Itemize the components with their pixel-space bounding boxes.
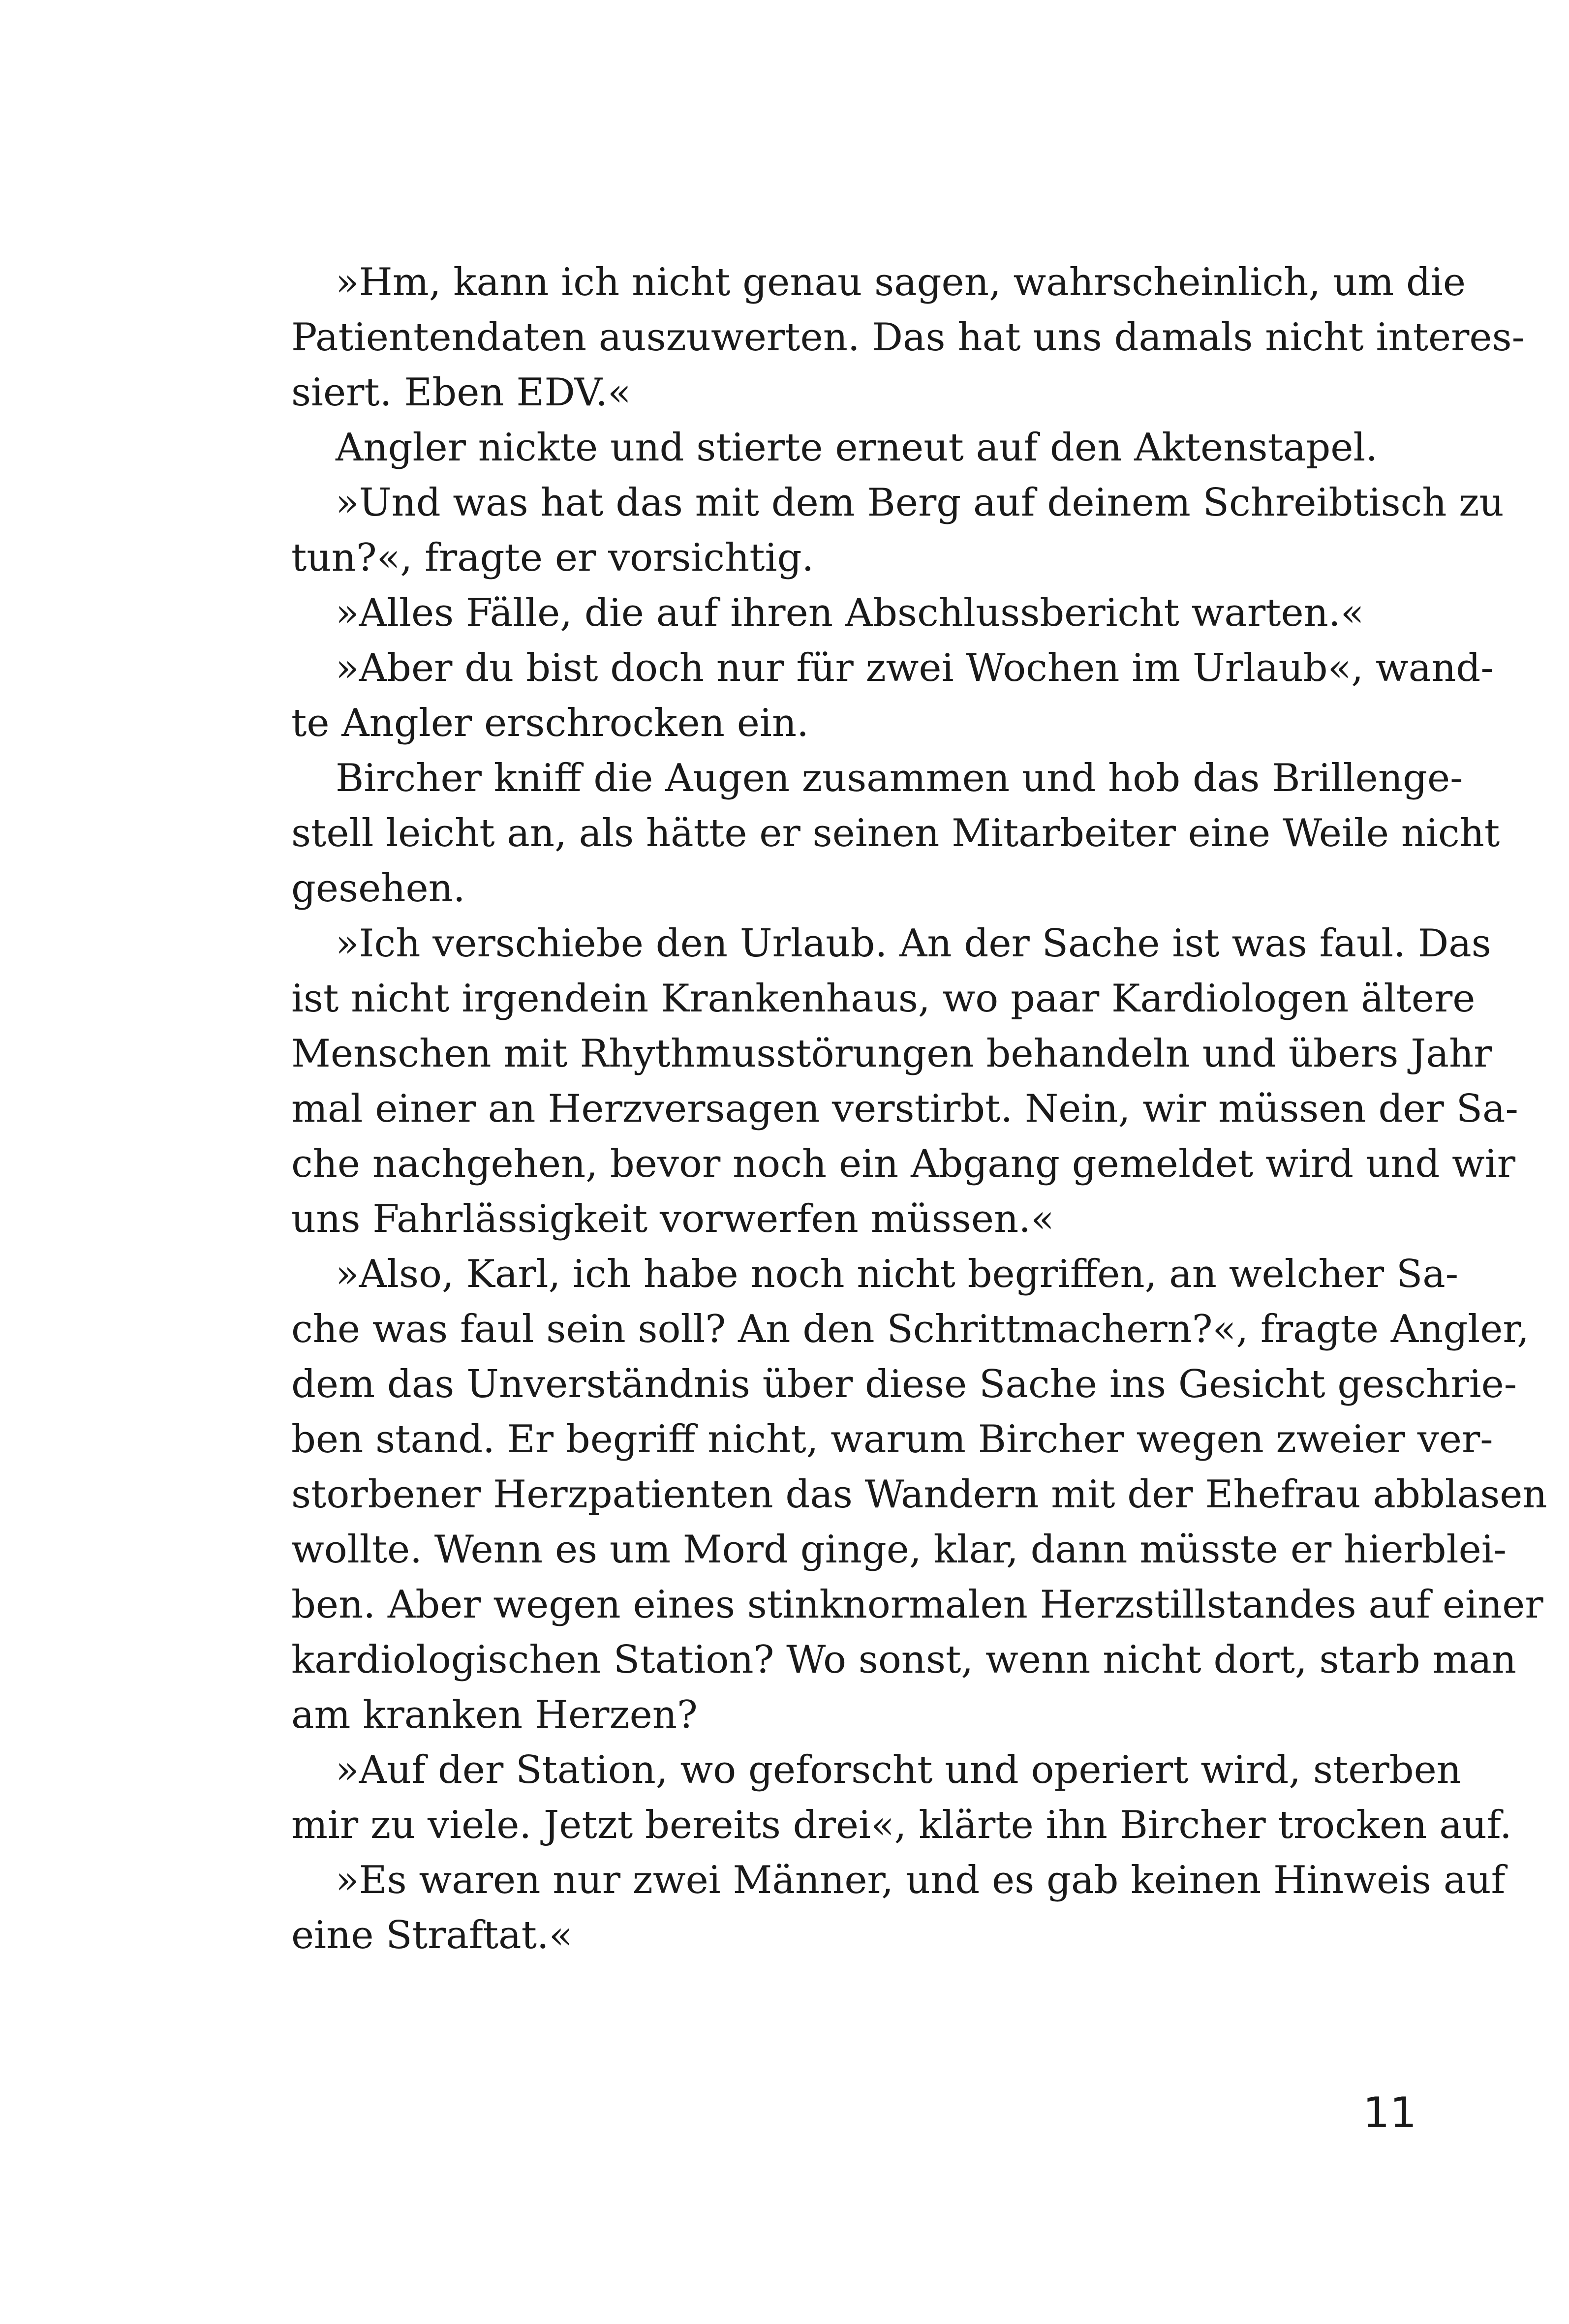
text-line: »Alles Fälle, die auf ihren Abschlussbericht warten.« [336, 591, 1364, 635]
text-line: gesehen. [291, 866, 465, 911]
text-line: wollte. Wenn es um Mord ginge, klar, dann müsste er hierblei- [291, 1528, 1507, 1572]
text-line: che was faul sein soll? An den Schrittmachern?«, fragte Angler, [291, 1307, 1529, 1351]
text-line: »Es waren nur zwei Männer, und es gab keinen Hinweis auf [336, 1858, 1506, 1902]
text-line: mal einer an Herzversagen verstirbt. Nein, wir müssen der Sa- [291, 1087, 1518, 1131]
text-line: Patientendaten auszuwerten. Das hat uns damals nicht interes- [291, 315, 1525, 360]
text-line: siert. Eben EDV.« [291, 370, 631, 415]
text-line: te Angler erschrocken ein. [291, 701, 809, 745]
page-number: 11 [1363, 2088, 1417, 2138]
text-line: tun?«, fragte er vorsichtig. [291, 536, 814, 580]
text-line: ben stand. Er begriff nicht, warum Bircher wegen zweier ver- [291, 1417, 1493, 1462]
text-line: Bircher kniff die Augen zusammen und hob das Brillenge- [336, 756, 1463, 800]
text-line: storbener Herzpatienten das Wandern mit der Ehefrau abblasen [291, 1472, 1547, 1517]
text-line: stell leicht an, als hätte er seinen Mitarbeiter eine Weile nicht [291, 811, 1500, 856]
text-line: ben. Aber wegen eines stinknormalen Herzstillstandes auf einer [291, 1583, 1543, 1627]
text-line: »Auf der Station, wo geforscht und operiert wird, sterben [336, 1748, 1462, 1792]
text-line: »Und was hat das mit dem Berg auf deinem Schreibtisch zu [336, 481, 1504, 525]
text-line: uns Fahrlässigkeit vorwerfen müssen.« [291, 1197, 1054, 1241]
text-line: eine Straftat.« [291, 1913, 573, 1957]
text-line: kardiologischen Station? Wo sonst, wenn nicht dort, starb man [291, 1638, 1517, 1682]
text-line: Menschen mit Rhythmusstörungen behandeln und übers Jahr [291, 1032, 1492, 1076]
text-line: »Ich verschiebe den Urlaub. An der Sache ist was faul. Das [336, 921, 1491, 966]
text-line: am kranken Herzen? [291, 1693, 698, 1737]
text-line: mir zu viele. Jetzt bereits drei«, klärte ihn Bircher trocken auf. [291, 1803, 1512, 1847]
body-text [291, 255, 1547, 1963]
text-line: »Hm, kann ich nicht genau sagen, wahrscheinlich, um die [336, 260, 1466, 305]
text-line: dem das Unverständnis über diese Sache ins Gesicht geschrie- [291, 1362, 1517, 1407]
text-line: »Also, Karl, ich habe noch nicht begriffen, an welcher Sa- [336, 1252, 1459, 1296]
text-line: »Aber du bist doch nur für zwei Wochen im Urlaub«, wand- [336, 646, 1494, 690]
text-line: che nachgehen, bevor noch ein Abgang gemeldet wird und wir [291, 1142, 1516, 1186]
text-line: Angler nickte und stierte erneut auf den Aktenstapel. [336, 426, 1378, 470]
text-line: ist nicht irgendein Krankenhaus, wo paar Kardiologen ältere [291, 977, 1476, 1021]
